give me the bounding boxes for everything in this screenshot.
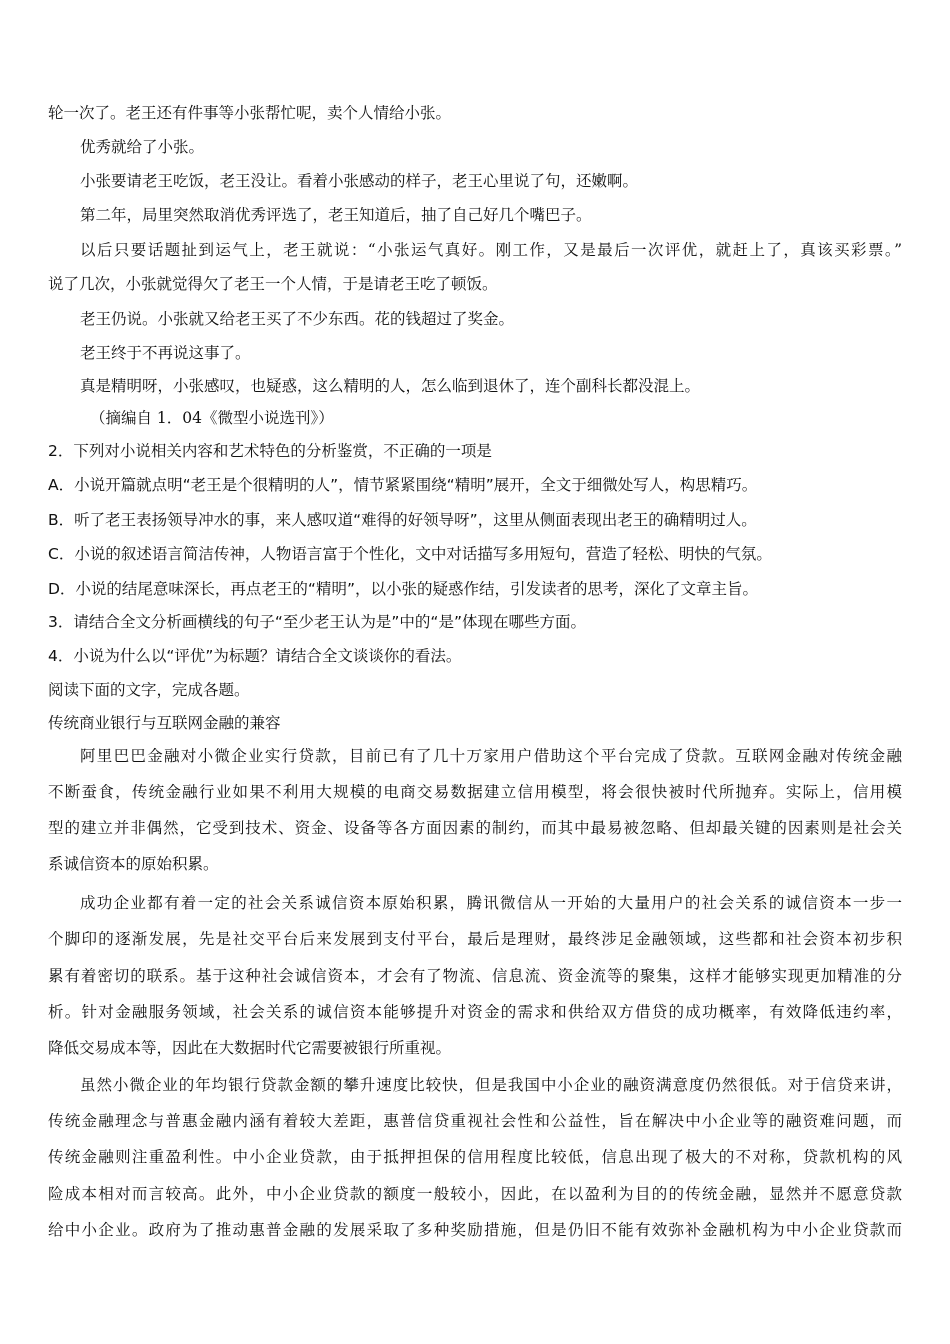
reading-p2-line: 降低交易成本等，因此在大数据时代它需要被银行所重视。 (48, 1039, 452, 1057)
question-4: 4．小说为什么以“评优”为标题？请结合全文谈谈你的看法。 (48, 647, 462, 665)
story-paragraph: 老王仍说。小张就又给老王买了不少东西。花的钱超过了奖金。 (80, 310, 515, 328)
story-paragraph: 第二年，局里突然取消优秀评选了，老王知道后，抽了自己好几个嘴巴子。 (80, 206, 592, 224)
reading-p3-line: 传统金融则注重盈利性。中小企业贷款，由于抵押担保的信用程度比较低，信息出现了极大的不对称，贷款机构的风 (48, 1148, 902, 1166)
story-paragraph: 优秀就给了小张。 (80, 138, 205, 156)
question-2-option-d: D．小说的结尾意味深长，再点老王的“精明”，以小张的疑惑作结，引发读者的思考，深化了文章主旨。 (48, 580, 758, 598)
question-2-option-c: C．小说的叙述语言简洁传神，人物语言富于个性化，文中对话描写多用短句，营造了轻松、明快的气氛。 (48, 545, 772, 563)
story-paragraph: 老王终于不再说这事了。 (80, 344, 251, 362)
question-2-stem: 2．下列对小说相关内容和艺术特色的分析鉴赏，不正确的一项是 (48, 442, 492, 460)
reading-p3-line: 险成本相对而言较高。此外，中小企业贷款的额度一般较小，因此，在以盈利为目的的传统金融，显然并不愿意贷款 (48, 1185, 902, 1203)
reading-p1-line: 型的建立并非偶然，它受到技术、资金、设备等各方面因素的制约，而其中最易被忽略、但却最关键的因素则是社会关 (48, 819, 902, 837)
question-2-option-a: A．小说开篇就点明“老王是个很精明的人”，情节紧紧围绕“精明”展开，全文于细微处写人，构思精巧。 (48, 476, 758, 494)
reading-p1-line: 阿里巴巴金融对小微企业实行贷款，目前已有了几十万家用户借助这个平台完成了贷款。互联网金融对传统金融 (80, 747, 902, 765)
reading-p2-line: 累有着密切的联系。基于这种社会诚信资本，才会有了物流、信息流、资金流等的聚集，这样才能够实现更加精准的分 (48, 967, 902, 985)
reading-instruction: 阅读下面的文字，完成各题。 (48, 681, 250, 699)
reading-p1-line: 系诚信资本的原始积累。 (48, 855, 219, 873)
reading-p3-line: 给中小企业。政府为了推动惠普金融的发展采取了多种奖励措施，但是仍旧不能有效弥补金融机构为中小企业贷款而 (48, 1221, 902, 1239)
question-2-option-b: B．听了老王表扬领导冲水的事，来人感叹道“难得的好领导呀”，这里从侧面表现出老王的确精明过人。 (48, 511, 757, 529)
story-paragraph: 说了几次，小张就觉得欠了老王一个人情，于是请老王吃了顿饭。 (48, 275, 498, 293)
reading-p3-line: 虽然小微企业的年均银行贷款金额的攀升速度比较快，但是我国中小企业的融资满意度仍然很低。对于信贷来讲， (80, 1076, 902, 1094)
reading-p2-line: 个脚印的逐渐发展，先是社交平台后来发展到支付平台，最后是理财，最终涉足金融领域，这些都和社会资本初步积 (48, 930, 902, 948)
question-3: 3．请结合全文分析画横线的句子“至少老王认为是”中的“是”体现在哪些方面。 (48, 613, 586, 631)
reading-p3-line: 传统金融理念与普惠金融内涵有着较大差距，惠普信贷重视社会性和公益性，旨在解决中小企业等的融资难问题，而 (48, 1112, 902, 1130)
story-citation: （摘编自 1．04《微型小说选刊》） (90, 409, 334, 427)
story-paragraph: 真是精明呀，小张感叹，也疑惑，这么精明的人，怎么临到退休了，连个副科长都没混上。 (80, 377, 701, 395)
reading-p1-line: 不断蚕食，传统金融行业如果不利用大规模的电商交易数据建立信用模型，将会很快被时代所抛弃。实际上，信用模 (48, 783, 902, 801)
story-paragraph: 轮一次了。老王还有件事等小张帮忙呢，卖个人情给小张。 (48, 104, 452, 122)
reading-p2-line: 成功企业都有着一定的社会关系诚信资本原始积累，腾讯微信从一开始的大量用户的社会关系的诚信资本一步一 (80, 894, 902, 912)
story-paragraph: 小张要请老王吃饭，老王没让。看着小张感动的样子，老王心里说了句，还嫩啊。 (80, 172, 639, 190)
reading-title: 传统商业银行与互联网金融的兼容 (48, 714, 281, 732)
reading-p2-line: 析。针对金融服务领域，社会关系的诚信资本能够提升对资金的需求和供给双方借贷的成功概率，有效降低违约率， (48, 1003, 902, 1021)
story-paragraph: 以后只要话题扯到运气上，老王就说：“小张运气真好。刚工作，又是最后一次评优，就赶上了，真该买彩票。” (80, 241, 902, 259)
